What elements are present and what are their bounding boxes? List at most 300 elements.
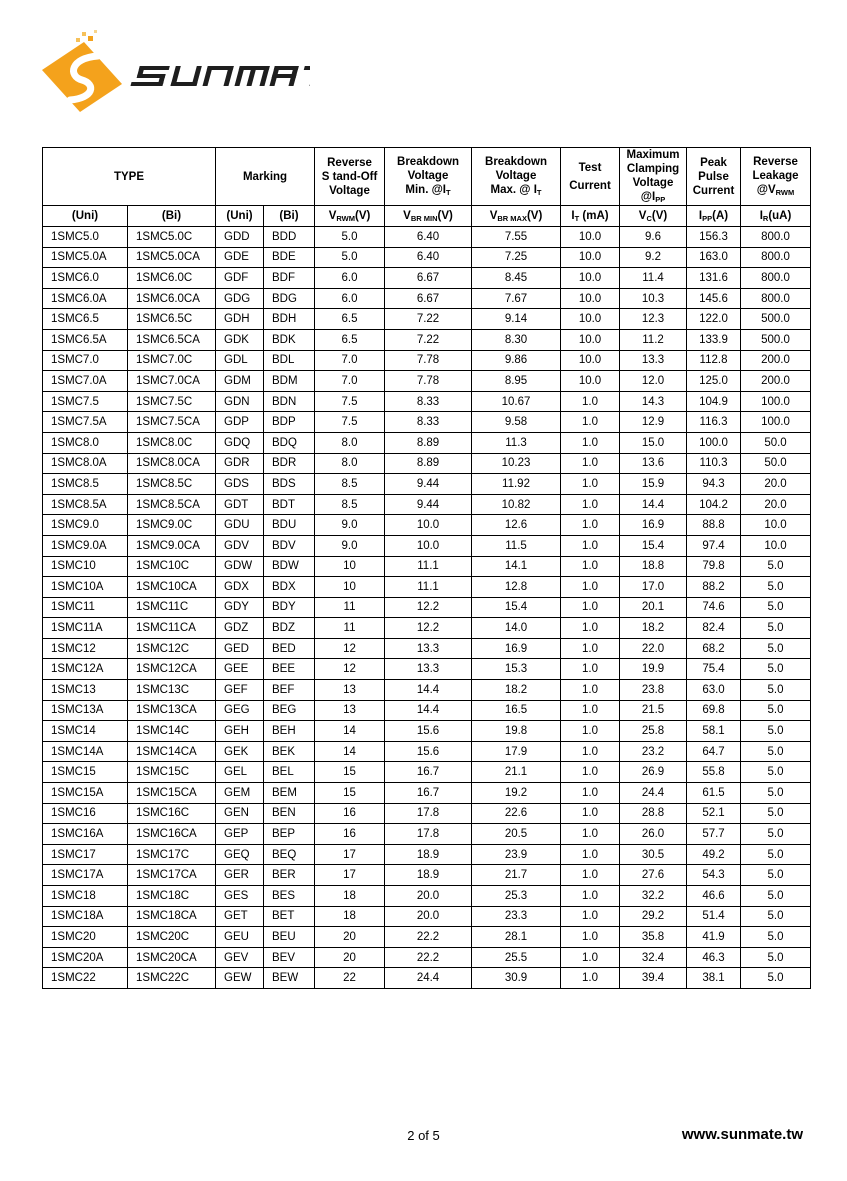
- cell-vbr-max: 25.3: [472, 886, 561, 907]
- cell-it: 1.0: [561, 803, 620, 824]
- col-breakdown-min: [385, 148, 472, 206]
- cell-bi-part: 1SMC7.5CA: [128, 412, 216, 433]
- cell-it: 1.0: [561, 474, 620, 495]
- cell-uni-part: 1SMC17A: [43, 865, 128, 886]
- cell-it: 1.0: [561, 947, 620, 968]
- cell-uni-part: 1SMC17: [43, 844, 128, 865]
- cell-marking-bi: BDP: [264, 412, 315, 433]
- unit-text: (mA): [579, 209, 609, 222]
- cell-vbr-min: 17.8: [385, 803, 472, 824]
- cell-marking-uni: GDV: [216, 535, 264, 556]
- cell-marking-bi: BEQ: [264, 844, 315, 865]
- cell-ir: 800.0: [741, 288, 811, 309]
- cell-it: 1.0: [561, 391, 620, 412]
- cell-ipp: 55.8: [687, 762, 741, 783]
- cell-marking-uni: GDE: [216, 247, 264, 268]
- cell-marking-uni: GDX: [216, 577, 264, 598]
- cell-vrwm: 14: [315, 721, 385, 742]
- unit-sub: BR MIN: [410, 213, 438, 223]
- cell-marking-bi: BEV: [264, 947, 315, 968]
- cell-vc: 12.9: [620, 412, 687, 433]
- spec-table-body: [43, 227, 811, 989]
- cell-ipp: 54.3: [687, 865, 741, 886]
- cell-vbr-min: 15.6: [385, 721, 472, 742]
- unit-sub: BR MAX: [497, 213, 527, 223]
- unit-it: [561, 206, 620, 227]
- cell-marking-uni: GDY: [216, 597, 264, 618]
- cell-vbr-max: 8.95: [472, 371, 561, 392]
- cell-marking-uni: GER: [216, 865, 264, 886]
- cell-vrwm: 6.0: [315, 288, 385, 309]
- cell-marking-bi: BDT: [264, 494, 315, 515]
- table-row: [43, 288, 811, 309]
- cell-bi-part: 1SMC6.5CA: [128, 329, 216, 350]
- cell-marking-uni: GDT: [216, 494, 264, 515]
- table-row: [43, 721, 811, 742]
- hdr-sub: PP: [655, 195, 666, 204]
- cell-bi-part: 1SMC20CA: [128, 947, 216, 968]
- cell-bi-part: 1SMC10CA: [128, 577, 216, 598]
- cell-ir: 5.0: [741, 700, 811, 721]
- cell-vc: 13.6: [620, 453, 687, 474]
- hdr-line: Voltage: [329, 184, 370, 197]
- cell-vbr-max: 15.4: [472, 597, 561, 618]
- unit-text: (V): [526, 209, 543, 222]
- cell-vbr-min: 17.8: [385, 824, 472, 845]
- cell-ir: 5.0: [741, 824, 811, 845]
- cell-marking-uni: GDD: [216, 227, 264, 248]
- cell-bi-part: 1SMC18C: [128, 886, 216, 907]
- cell-marking-uni: GEW: [216, 968, 264, 989]
- cell-ir: 500.0: [741, 309, 811, 330]
- cell-vc: 24.4: [620, 783, 687, 804]
- cell-vbr-max: 17.9: [472, 741, 561, 762]
- table-row: [43, 927, 811, 948]
- hdr-line: Voltage: [632, 177, 674, 189]
- cell-vbr-min: 22.2: [385, 947, 472, 968]
- cell-ir: 200.0: [741, 350, 811, 371]
- cell-vbr-max: 20.5: [472, 824, 561, 845]
- unit-text: (V): [651, 209, 668, 222]
- hdr-line: Maximum: [626, 149, 680, 161]
- cell-vrwm: 11: [315, 597, 385, 618]
- cell-bi-part: 1SMC5.0CA: [128, 247, 216, 268]
- cell-ipp: 69.8: [687, 700, 741, 721]
- cell-marking-uni: GDP: [216, 412, 264, 433]
- cell-ipp: 41.9: [687, 927, 741, 948]
- hdr-line: Breakdown: [485, 156, 548, 168]
- cell-it: 1.0: [561, 865, 620, 886]
- cell-uni-part: 1SMC13: [43, 680, 128, 701]
- hdr-sub: T: [536, 188, 542, 197]
- cell-marking-uni: GES: [216, 886, 264, 907]
- cell-ipp: 74.6: [687, 597, 741, 618]
- unit-vc: [620, 206, 687, 227]
- unit-vrwm: [315, 206, 385, 227]
- cell-bi-part: 1SMC9.0CA: [128, 535, 216, 556]
- hdr-line: Reverse: [753, 156, 798, 168]
- cell-ir: 100.0: [741, 412, 811, 433]
- cell-uni-part: 1SMC12: [43, 638, 128, 659]
- cell-vc: 15.0: [620, 432, 687, 453]
- cell-vbr-max: 7.25: [472, 247, 561, 268]
- cell-vbr-max: 9.14: [472, 309, 561, 330]
- cell-marking-bi: BEK: [264, 741, 315, 762]
- table-row: [43, 515, 811, 536]
- cell-it: 1.0: [561, 494, 620, 515]
- unit-text: (V): [437, 209, 453, 222]
- hdr-sub: T: [446, 188, 451, 197]
- cell-vrwm: 9.0: [315, 535, 385, 556]
- cell-it: 1.0: [561, 577, 620, 598]
- table-row: [43, 268, 811, 289]
- cell-vrwm: 18: [315, 906, 385, 927]
- cell-marking-uni: GDM: [216, 371, 264, 392]
- cell-uni-part: 1SMC10: [43, 556, 128, 577]
- cell-it: 1.0: [561, 783, 620, 804]
- cell-marking-bi: BED: [264, 638, 315, 659]
- cell-uni-part: 1SMC9.0A: [43, 535, 128, 556]
- cell-vbr-min: 8.89: [385, 453, 472, 474]
- table-row: [43, 412, 811, 433]
- cell-bi-part: 1SMC11CA: [128, 618, 216, 639]
- cell-it: 1.0: [561, 659, 620, 680]
- cell-it: 1.0: [561, 515, 620, 536]
- table-row: [43, 247, 811, 268]
- cell-vbr-max: 12.8: [472, 577, 561, 598]
- cell-ir: 5.0: [741, 659, 811, 680]
- cell-marking-bi: BDU: [264, 515, 315, 536]
- cell-it: 1.0: [561, 721, 620, 742]
- table-row: [43, 350, 811, 371]
- cell-vbr-min: 20.0: [385, 906, 472, 927]
- table-row: [43, 968, 811, 989]
- cell-bi-part: 1SMC16C: [128, 803, 216, 824]
- cell-vrwm: 7.5: [315, 412, 385, 433]
- hdr-line: Current: [569, 179, 611, 192]
- cell-bi-part: 1SMC7.0C: [128, 350, 216, 371]
- cell-uni-part: 1SMC5.0: [43, 227, 128, 248]
- cell-vbr-max: 30.9: [472, 968, 561, 989]
- cell-vc: 19.9: [620, 659, 687, 680]
- table-row: [43, 309, 811, 330]
- cell-marking-uni: GEG: [216, 700, 264, 721]
- unit-uni: (Uni): [43, 206, 128, 227]
- cell-ir: 5.0: [741, 844, 811, 865]
- cell-bi-part: 1SMC8.5CA: [128, 494, 216, 515]
- cell-vc: 14.3: [620, 391, 687, 412]
- cell-ir: 5.0: [741, 556, 811, 577]
- cell-it: 10.0: [561, 227, 620, 248]
- cell-vrwm: 22: [315, 968, 385, 989]
- table-row: [43, 741, 811, 762]
- cell-it: 1.0: [561, 844, 620, 865]
- cell-ipp: 110.3: [687, 453, 741, 474]
- cell-vbr-min: 6.40: [385, 227, 472, 248]
- cell-bi-part: 1SMC12C: [128, 638, 216, 659]
- cell-it: 10.0: [561, 350, 620, 371]
- cell-vrwm: 17: [315, 865, 385, 886]
- cell-vbr-max: 9.58: [472, 412, 561, 433]
- hdr-line: Peak: [700, 156, 727, 169]
- cell-uni-part: 1SMC6.0: [43, 268, 128, 289]
- cell-bi-part: 1SMC17C: [128, 844, 216, 865]
- cell-vrwm: 12: [315, 638, 385, 659]
- table-row: [43, 453, 811, 474]
- cell-vrwm: 20: [315, 947, 385, 968]
- page-number: 2 of 5: [407, 1128, 440, 1143]
- cell-vbr-max: 16.9: [472, 638, 561, 659]
- cell-bi-part: 1SMC13CA: [128, 700, 216, 721]
- cell-vbr-max: 8.45: [472, 268, 561, 289]
- cell-vrwm: 15: [315, 762, 385, 783]
- cell-marking-bi: BDY: [264, 597, 315, 618]
- cell-vrwm: 15: [315, 783, 385, 804]
- cell-vrwm: 6.5: [315, 309, 385, 330]
- cell-bi-part: 1SMC6.5C: [128, 309, 216, 330]
- cell-bi-part: 1SMC9.0C: [128, 515, 216, 536]
- cell-vc: 17.0: [620, 577, 687, 598]
- cell-vrwm: 5.0: [315, 247, 385, 268]
- cell-vbr-max: 14.0: [472, 618, 561, 639]
- cell-uni-part: 1SMC12A: [43, 659, 128, 680]
- cell-ir: 5.0: [741, 577, 811, 598]
- table-row: [43, 535, 811, 556]
- unit-text: V: [328, 209, 337, 222]
- hdr-line: Pulse: [698, 170, 729, 183]
- header-row-units: [43, 206, 811, 227]
- cell-vbr-max: 23.9: [472, 844, 561, 865]
- cell-vrwm: 7.5: [315, 391, 385, 412]
- cell-uni-part: 1SMC15: [43, 762, 128, 783]
- cell-ipp: 104.2: [687, 494, 741, 515]
- cell-vc: 32.4: [620, 947, 687, 968]
- cell-marking-uni: GDK: [216, 329, 264, 350]
- cell-bi-part: 1SMC16CA: [128, 824, 216, 845]
- cell-vc: 30.5: [620, 844, 687, 865]
- cell-ir: 5.0: [741, 927, 811, 948]
- cell-it: 10.0: [561, 371, 620, 392]
- cell-vbr-max: 21.7: [472, 865, 561, 886]
- cell-vbr-max: 7.67: [472, 288, 561, 309]
- table-row: [43, 556, 811, 577]
- cell-it: 1.0: [561, 927, 620, 948]
- cell-vc: 16.9: [620, 515, 687, 536]
- cell-vrwm: 9.0: [315, 515, 385, 536]
- cell-ir: 800.0: [741, 247, 811, 268]
- cell-vc: 35.8: [620, 927, 687, 948]
- cell-marking-bi: BDS: [264, 474, 315, 495]
- cell-vrwm: 16: [315, 824, 385, 845]
- cell-vbr-min: 7.78: [385, 371, 472, 392]
- table-row: [43, 638, 811, 659]
- cell-marking-bi: BEW: [264, 968, 315, 989]
- cell-vc: 13.3: [620, 350, 687, 371]
- cell-bi-part: 1SMC22C: [128, 968, 216, 989]
- cell-marking-uni: GEU: [216, 927, 264, 948]
- col-reverse-leakage: [741, 148, 811, 206]
- cell-ipp: 46.6: [687, 886, 741, 907]
- cell-vbr-min: 6.67: [385, 288, 472, 309]
- cell-vbr-min: 10.0: [385, 515, 472, 536]
- cell-vbr-max: 25.5: [472, 947, 561, 968]
- cell-marking-uni: GEF: [216, 680, 264, 701]
- cell-ipp: 88.2: [687, 577, 741, 598]
- cell-ir: 5.0: [741, 947, 811, 968]
- unit-marking-uni: (Uni): [216, 206, 264, 227]
- cell-marking-uni: GET: [216, 906, 264, 927]
- cell-marking-uni: GDN: [216, 391, 264, 412]
- cell-vbr-min: 8.33: [385, 412, 472, 433]
- cell-marking-bi: BEH: [264, 721, 315, 742]
- table-row: [43, 844, 811, 865]
- cell-vc: 39.4: [620, 968, 687, 989]
- cell-ipp: 68.2: [687, 638, 741, 659]
- hdr-text: @V: [756, 184, 776, 196]
- cell-ir: 5.0: [741, 680, 811, 701]
- cell-vc: 28.8: [620, 803, 687, 824]
- cell-uni-part: 1SMC11A: [43, 618, 128, 639]
- cell-vrwm: 8.5: [315, 474, 385, 495]
- cell-vbr-min: 14.4: [385, 680, 472, 701]
- cell-ipp: 100.0: [687, 432, 741, 453]
- cell-marking-uni: GDL: [216, 350, 264, 371]
- cell-ipp: 145.6: [687, 288, 741, 309]
- cell-ipp: 49.2: [687, 844, 741, 865]
- unit-text: (uA): [768, 209, 792, 222]
- cell-vc: 9.2: [620, 247, 687, 268]
- hdr-line: Clamping: [626, 163, 680, 175]
- cell-marking-uni: GEQ: [216, 844, 264, 865]
- cell-marking-bi: BDZ: [264, 618, 315, 639]
- cell-it: 1.0: [561, 535, 620, 556]
- cell-vc: 12.3: [620, 309, 687, 330]
- cell-marking-uni: GEM: [216, 783, 264, 804]
- cell-uni-part: 1SMC8.0A: [43, 453, 128, 474]
- cell-vrwm: 7.0: [315, 371, 385, 392]
- cell-ipp: 163.0: [687, 247, 741, 268]
- cell-ipp: 122.0: [687, 309, 741, 330]
- table-row: [43, 432, 811, 453]
- cell-vbr-min: 7.78: [385, 350, 472, 371]
- cell-it: 1.0: [561, 556, 620, 577]
- cell-vc: 18.8: [620, 556, 687, 577]
- cell-it: 1.0: [561, 680, 620, 701]
- table-row: [43, 783, 811, 804]
- cell-uni-part: 1SMC22: [43, 968, 128, 989]
- cell-ipp: 52.1: [687, 803, 741, 824]
- cell-vc: 23.2: [620, 741, 687, 762]
- cell-vrwm: 11: [315, 618, 385, 639]
- cell-marking-uni: GEN: [216, 803, 264, 824]
- cell-marking-uni: GDQ: [216, 432, 264, 453]
- cell-bi-part: 1SMC20C: [128, 927, 216, 948]
- table-row: [43, 577, 811, 598]
- cell-marking-bi: BDF: [264, 268, 315, 289]
- cell-vbr-max: 19.8: [472, 721, 561, 742]
- cell-uni-part: 1SMC8.0: [43, 432, 128, 453]
- cell-vbr-max: 10.67: [472, 391, 561, 412]
- hdr-line: Current: [692, 184, 735, 197]
- table-row: [43, 762, 811, 783]
- cell-vrwm: 8.0: [315, 453, 385, 474]
- cell-vbr-max: 11.5: [472, 535, 561, 556]
- unit-vbr-max: [472, 206, 561, 227]
- cell-uni-part: 1SMC8.5A: [43, 494, 128, 515]
- cell-marking-uni: GDZ: [216, 618, 264, 639]
- cell-vbr-min: 6.67: [385, 268, 472, 289]
- cell-uni-part: 1SMC20A: [43, 947, 128, 968]
- cell-vbr-min: 22.2: [385, 927, 472, 948]
- cell-marking-bi: BDK: [264, 329, 315, 350]
- cell-it: 1.0: [561, 453, 620, 474]
- cell-ipp: 116.3: [687, 412, 741, 433]
- cell-vc: 15.9: [620, 474, 687, 495]
- cell-vrwm: 7.0: [315, 350, 385, 371]
- cell-ipp: 61.5: [687, 783, 741, 804]
- cell-bi-part: 1SMC8.0C: [128, 432, 216, 453]
- cell-ipp: 88.8: [687, 515, 741, 536]
- cell-uni-part: 1SMC6.5A: [43, 329, 128, 350]
- cell-bi-part: 1SMC8.5C: [128, 474, 216, 495]
- cell-vbr-max: 15.3: [472, 659, 561, 680]
- cell-vbr-min: 12.2: [385, 618, 472, 639]
- cell-vc: 15.4: [620, 535, 687, 556]
- unit-sub: PP: [702, 213, 713, 223]
- cell-bi-part: 1SMC12CA: [128, 659, 216, 680]
- cell-ipp: 104.9: [687, 391, 741, 412]
- table-row: [43, 371, 811, 392]
- spec-table: [42, 147, 811, 989]
- table-row: [43, 700, 811, 721]
- cell-vc: 11.4: [620, 268, 687, 289]
- cell-vrwm: 17: [315, 844, 385, 865]
- cell-ir: 20.0: [741, 474, 811, 495]
- cell-marking-uni: GEE: [216, 659, 264, 680]
- cell-marking-bi: BDX: [264, 577, 315, 598]
- cell-it: 1.0: [561, 741, 620, 762]
- cell-ipp: 64.7: [687, 741, 741, 762]
- cell-vrwm: 13: [315, 700, 385, 721]
- cell-uni-part: 1SMC13A: [43, 700, 128, 721]
- hdr-line: S tand-Off: [321, 170, 378, 183]
- cell-it: 1.0: [561, 638, 620, 659]
- unit-ipp: [687, 206, 741, 227]
- cell-ir: 5.0: [741, 741, 811, 762]
- cell-it: 1.0: [561, 597, 620, 618]
- cell-vrwm: 12: [315, 659, 385, 680]
- cell-marking-bi: BDR: [264, 453, 315, 474]
- cell-ir: 5.0: [741, 968, 811, 989]
- cell-vrwm: 10: [315, 556, 385, 577]
- unit-bi: (Bi): [128, 206, 216, 227]
- cell-ir: 20.0: [741, 494, 811, 515]
- cell-it: 10.0: [561, 268, 620, 289]
- cell-marking-bi: BDV: [264, 535, 315, 556]
- cell-vbr-min: 18.9: [385, 844, 472, 865]
- cell-vbr-max: 21.1: [472, 762, 561, 783]
- hdr-text: Min. @I: [405, 184, 447, 196]
- cell-marking-uni: GEV: [216, 947, 264, 968]
- cell-vbr-min: 8.89: [385, 432, 472, 453]
- cell-vbr-min: 18.9: [385, 865, 472, 886]
- cell-vbr-max: 22.6: [472, 803, 561, 824]
- cell-marking-bi: BDM: [264, 371, 315, 392]
- cell-ir: 5.0: [741, 886, 811, 907]
- cell-vc: 26.9: [620, 762, 687, 783]
- cell-ipp: 133.9: [687, 329, 741, 350]
- cell-ipp: 38.1: [687, 968, 741, 989]
